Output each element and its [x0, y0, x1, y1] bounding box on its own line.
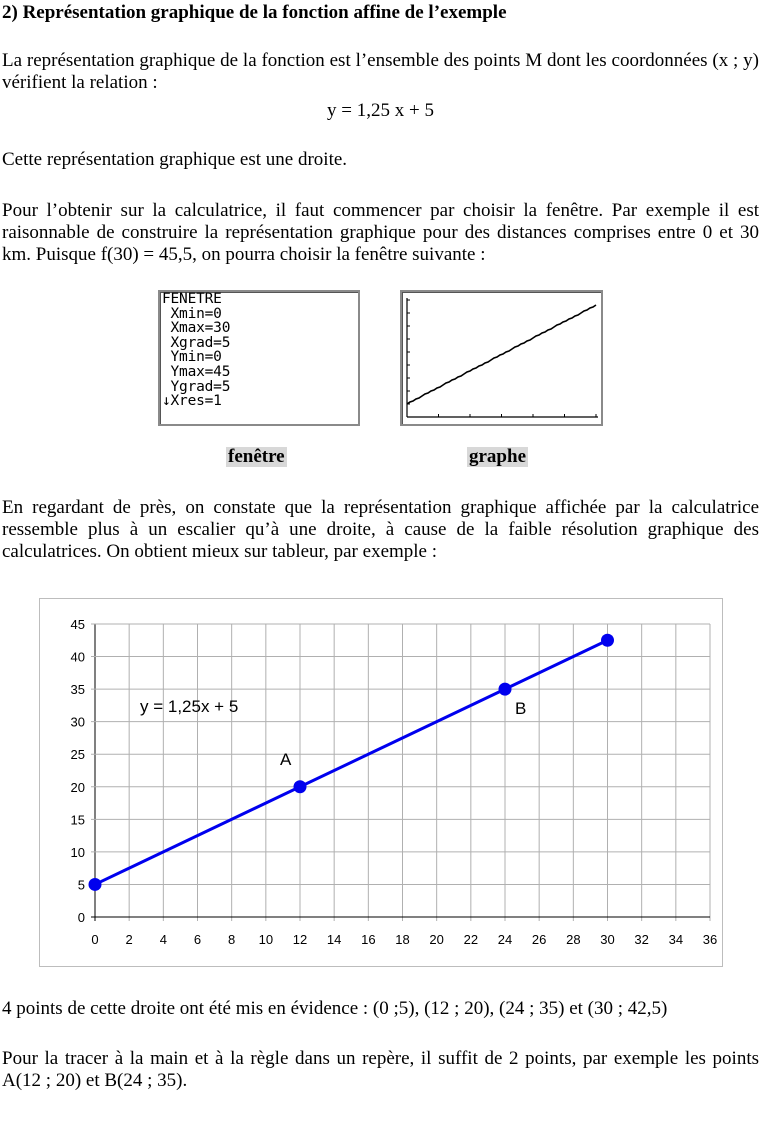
data-point-marker	[89, 878, 102, 891]
calc-setting-line: Xgrad=5	[170, 334, 231, 351]
calculator-graph-screen	[400, 290, 603, 426]
caption-graph: graphe	[469, 446, 526, 467]
calc-setting-line: ↓Xres=1	[162, 393, 222, 410]
calculator-window-settings	[162, 292, 230, 409]
x-tick-label: 20	[429, 932, 444, 947]
x-tick-label: 28	[566, 932, 581, 947]
caption-window: fenêtre	[228, 446, 285, 467]
y-tick-label: 5	[77, 877, 85, 893]
y-tick-label: 25	[70, 747, 85, 763]
x-tick-label: 24	[497, 932, 513, 947]
paragraph-definition: La représentation graphique de la fonction est l’ensemble des points M dont les coordonnées (x ; y) vérifient la relation :	[2, 50, 759, 93]
y-tick-label: 0	[77, 910, 85, 925]
calc-axis-ticks	[407, 300, 596, 417]
x-tick-label: 26	[531, 932, 547, 947]
series-line	[95, 640, 608, 884]
x-tick-label: 0	[91, 932, 99, 947]
x-tick-label: 18	[395, 932, 410, 947]
section-title: 2) Représentation graphique de la fonction affine de l’exemple	[2, 2, 507, 23]
calc-setting-line: Ygrad=5	[170, 378, 231, 395]
data-point-marker	[294, 780, 307, 793]
x-tick-label: 34	[668, 932, 684, 947]
calc-setting-line: Ymax=45	[170, 363, 231, 380]
y-tick-label: 15	[70, 812, 85, 828]
calculator-graph	[402, 292, 601, 424]
x-tick-label: 22	[463, 932, 479, 947]
equation-label: y = 1,25x + 5	[140, 697, 239, 716]
x-tick-label: 6	[193, 932, 202, 947]
paragraph-calculator: Pour l’obtenir sur la calculatrice, il faut commencer par choisir la fenêtre. Par exemple il est raisonnable de construire la représentation graphique pour des distances comprises entre 0 et 30 km. Puisque f(30) = 45,5, on pourra choisir la fenêtre suivante :	[2, 200, 759, 265]
x-tick-label: 30	[600, 932, 615, 947]
y-tick-label: 45	[70, 617, 85, 632]
calc-setting-line: FENETRE	[162, 291, 222, 307]
spreadsheet-chart	[39, 598, 723, 967]
y-tick-label: 20	[70, 779, 85, 795]
x-tick-label: 16	[361, 932, 376, 947]
x-tick-label: 4	[159, 932, 167, 947]
calc-setting-line: Ymin=0	[170, 349, 222, 366]
x-tick-label: 14	[326, 932, 342, 947]
point-label-b: B	[515, 699, 527, 719]
y-tick-label: 35	[70, 682, 85, 698]
point-label-a: A	[280, 749, 292, 769]
y-tick-label: 30	[70, 714, 85, 730]
calc-setting-line: Xmin=0	[170, 305, 222, 322]
calculator-window-screen	[158, 290, 360, 426]
chart-svg	[40, 599, 722, 966]
calc-setting-line: Xmax=30	[170, 320, 231, 337]
x-tick-label: 32	[634, 932, 649, 947]
x-tick-label: 2	[125, 932, 133, 947]
paragraph-line: Cette représentation graphique est une droite.	[2, 149, 348, 170]
x-tick-label: 10	[258, 932, 274, 947]
data-point-marker	[499, 683, 512, 696]
y-tick-label: 10	[70, 844, 85, 860]
data-point-marker	[601, 634, 614, 647]
function-formula: y = 1,25 x + 5	[327, 100, 434, 121]
x-tick-label: 8	[228, 932, 236, 947]
paragraph-two-points: Pour la tracer à la main et à la règle dans un repère, il suffit de 2 points, par exemple les points A(12 ; 20) et B(24 ; 35).	[2, 1048, 759, 1091]
x-tick-label: 12	[292, 932, 308, 947]
paragraph-points: 4 points de cette droite ont été mis en évidence : (0 ;5), (12 ; 20), (24 ; 35) et (30 ; 42,5)	[2, 998, 668, 1019]
x-tick-label: 36	[702, 932, 718, 947]
y-tick-label: 40	[70, 649, 85, 665]
paragraph-resolution: En regardant de près, on constate que la représentation graphique affichée par la calculatrice ressemble plus à un escalier qu’à une droite, à cause de la faible résolution graphique des calculatrices. On obtient mieux sur tableur, par exemple :	[2, 497, 759, 562]
calc-graph-line	[407, 305, 596, 404]
